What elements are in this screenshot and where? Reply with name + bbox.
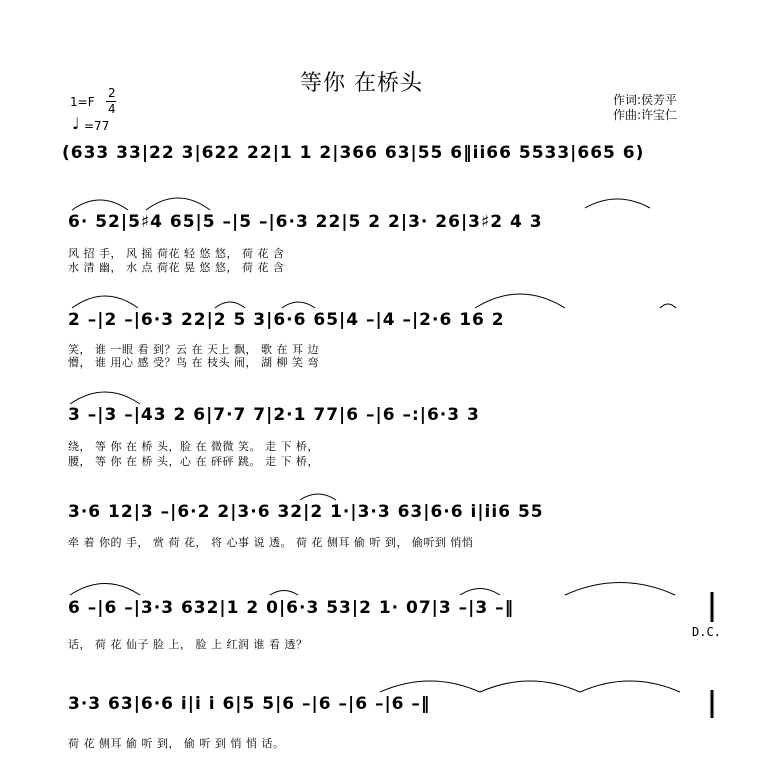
score-row-6: 6 –|6 –|3·3 632|1 2 0|6·3 53|2 1· 07|3 –|3 –‖ [68, 598, 515, 618]
composer-credit: 作曲:许宝仁 [613, 108, 678, 122]
quarter-note-icon: ♩ [72, 114, 80, 133]
lyrics-row-2-verse-2: 水 清 幽， 水 点 荷花 晃 悠 悠， 荷 花 含 [68, 261, 285, 274]
lyrics-row-5: 牵 着 你的 手， 赏 荷 花， 将 心事 说 透。 荷 花 侧耳 偷 听 到， 偷听到 悄悄 [68, 536, 474, 549]
score-row-3: 2 –|2 –|6·3 22|2 5 3|6·6 65|4 –|4 –|2·6 16 2 [68, 310, 505, 330]
lyrics-row-4-verse-2: 腰， 等 你 在 桥 头，心 在 砰砰 跳。 走 下 桥， [68, 455, 319, 468]
song-title: 等你 在桥头 [300, 71, 423, 96]
lyrics-row-3-verse-1: 笑， 谁 一眼 看 到？云 在 天上 飘， 歌 在 耳 边 [68, 343, 319, 356]
tempo-value: =77 [84, 119, 110, 133]
lyrics-row-6: 话， 荷 花 仙子 脸 上， 脸 上 红润 谁 看 透？ [68, 638, 308, 651]
score-row-5: 3·6 12|3 –|6·2 2|3·6 32|2 1·|3·3 63|6·6 i̇|i̇i̇6 55 [68, 502, 544, 522]
lyrics-row-7: 荷 花 侧耳 偷 听 到， 偷 听 到 悄 悄 话。 [68, 737, 285, 750]
da-capo-mark: D.C. [692, 625, 721, 639]
key-signature: 1=F [70, 95, 95, 109]
score-row-4: 3 –|3 –|43 2 6|7·7 7|2·1 77|6 –|6 –:|6·3 3 [68, 405, 480, 425]
time-signature-top: 2 [108, 86, 116, 100]
lyricist-credit: 作词:侯芳平 [613, 93, 678, 107]
score-row-2: 6· 52|5♯4 65|5 –|5 –|6·3 22|5 2 2|3· 26|3♯2 4 3 [68, 212, 543, 232]
time-signature-bottom: 4 [108, 102, 116, 116]
lyrics-row-4-verse-1: 绕， 等 你 在 桥 头，脸 在 微微 笑。 走 下 桥， [68, 440, 319, 453]
lyrics-row-2-verse-1: 风 招 手， 风 摇 荷花 轻 悠 悠， 荷 花 含 [68, 247, 285, 260]
score-row-7: 3·3 63|6·6 i̇|i̇ i̇ 6|5 5|6 –|6 –|6 –|6 –‖ [68, 694, 431, 714]
lyrics-row-3-verse-2: 懵， 谁 用心 感 受？鸟 在 枝头 闹， 湖 柳 笑 弯 [68, 356, 319, 369]
score-row-1: (633 33|22 3|622 22|1 1 2|366 63|55 6‖i̇i̇66 5533|665 6) [62, 143, 645, 163]
